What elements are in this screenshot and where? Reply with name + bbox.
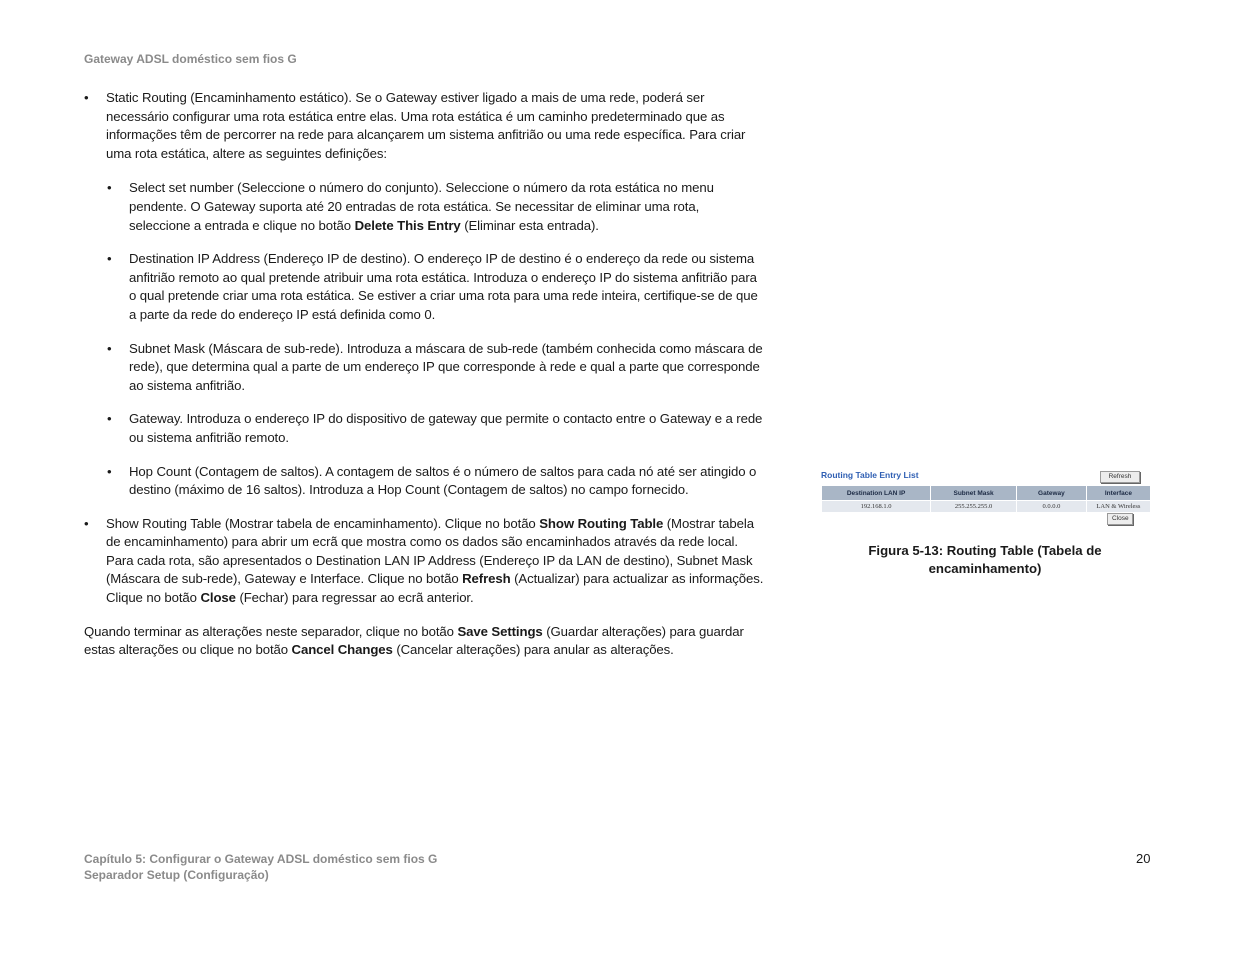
sub-bullet-gateway: • Gateway. Introduza o endereço IP do dispositivo de gateway que permite o contacto entre o Gateway e a rede ou sistema anfitrião remoto.	[107, 410, 764, 447]
table-cell: 0.0.0.0	[1016, 501, 1086, 513]
footer	[84, 851, 437, 883]
sub-bullet-destination-ip: • Destination IP Address (Endereço IP de destino). O endereço IP de destino é o endereço da rede ou sistema anfitrião remoto ao qual pretende atribuir uma rota estática. Introduza o endereço IP do sistema anfitrião para o qual pretende criar uma rota estática. Se estiver a criar uma rota para uma rede inteira, certifique-se de que a parte da rede do endereço IP está definida como 0.	[107, 250, 764, 324]
figure-caption: Figura 5-13: Routing Table (Tabela de encaminhamento)	[868, 543, 1102, 576]
footer-section: Separador Setup (Configuração)	[84, 868, 269, 882]
refresh-button[interactable]: Refresh	[1100, 471, 1140, 483]
column-header: Destination LAN IP	[822, 486, 931, 501]
table-row	[822, 501, 1151, 513]
bullet-show-routing-table: • Show Routing Table (Mostrar tabela de encaminhamento). Clique no botão Show Routing Table (Mostrar tabela de encaminhamento) para abrir um ecrã que mostra como os dados são encaminhados através da rede local. Para cada rota, são apresentados o Destination LAN IP Address (Endereço IP da LAN de destino), Subnet Mask (Máscara de sub-rede), Gateway e Interface. Clique no botão Refresh (Actualizar) para actualizar as informações. Clique no botão Close (Fechar) para regressar ao ecrã anterior.	[84, 515, 764, 608]
routing-table	[821, 485, 1151, 513]
page-number: 20	[1136, 851, 1151, 866]
closing-paragraph: Quando terminar as alterações neste separador, clique no botão Save Settings (Guardar alterações) para guardar estas alterações ou clique no botão Cancel Changes (Cancelar alterações) para anular as alterações.	[84, 623, 744, 658]
routing-table-header-row	[822, 486, 1151, 501]
table-cell: 192.168.1.0	[822, 501, 931, 513]
delete-entry-term: Delete This Entry	[354, 217, 461, 233]
routing-table-header	[818, 468, 1152, 484]
sub-bullet-select-set-number: • Select set number (Seleccione o número do conjunto). Seleccione o número da rota estática no menu pendente. O Gateway suporta até 20 entradas de rota estática. Se necessitar de eliminar uma rota, seleccione a entrada e clique no botão Delete This Entry (Eliminar esta entrada).	[107, 179, 764, 235]
bullet-static-routing: • Static Routing (Encaminhamento estático). Se o Gateway estiver ligado a mais de uma rede, poderá ser necessário configurar uma rota estática entre elas. Uma rota estática é um caminho predeterminado que as informações têm de percorrer na rede para alcançarem um sistema anfitrião ou uma rede específica. Para criar uma rota estática, altere as seguintes definições:	[84, 89, 764, 163]
footer-chapter: Capítulo 5: Configurar o Gateway ADSL doméstico sem fios G	[84, 852, 438, 866]
table-cell: 255.255.255.0	[931, 501, 1017, 513]
column-header: Gateway	[1016, 486, 1086, 501]
column-header: Subnet Mask	[931, 486, 1017, 501]
main-text	[84, 89, 764, 660]
sub-bullet-subnet-mask: • Subnet Mask (Máscara de sub-rede). Introduza a máscara de sub-rede (também conhecida como máscara de rede), que determina qual a parte de um endereço IP que corresponde à rede e qual a parte que corresponde ao sistema anfitrião.	[107, 340, 764, 396]
running-header: Gateway ADSL doméstico sem fios G	[84, 52, 297, 66]
table-cell: LAN & Wireless	[1086, 501, 1150, 513]
routing-table-figure	[818, 468, 1152, 522]
column-header: Interface	[1086, 486, 1150, 501]
routing-table-title: Routing Table Entry List	[821, 470, 919, 480]
close-button[interactable]: Close	[1107, 513, 1133, 525]
sub-bullet-hop-count: • Hop Count (Contagem de saltos). A contagem de saltos é o número de saltos para cada nó até ser atingido o destino (máximo de 16 saltos). Introduza a Hop Count (Contagem de saltos) no campo fornecido.	[107, 463, 764, 500]
